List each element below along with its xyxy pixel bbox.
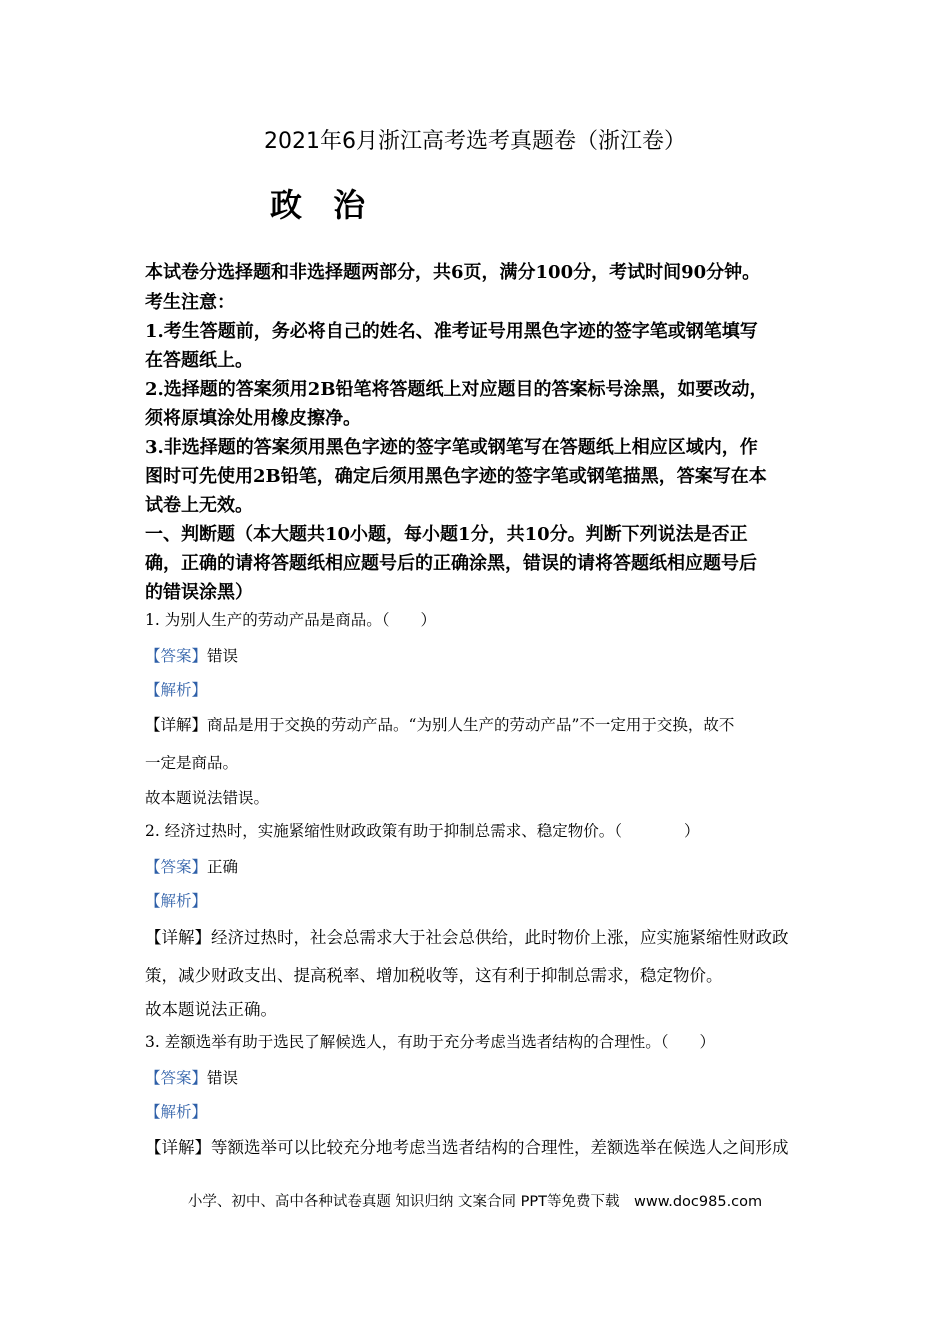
document-title: 2021年6月浙江高考选考真题卷（浙江卷） [264, 129, 686, 154]
question-1-detail-line-1 [145, 713, 734, 735]
question-1-answer [145, 644, 238, 666]
analysis-tag: 【解析】 [145, 892, 208, 910]
question-1-detail-line-2: 一定是商品。 [145, 754, 239, 772]
question-1-analysis [145, 678, 207, 700]
notice-heading: 考生注意： [145, 292, 235, 313]
answer-tag: 【答案】 [145, 858, 208, 876]
question-3-answer [145, 1066, 238, 1088]
question-1-conclusion: 故本题说法错误。 [145, 789, 270, 807]
notice-intro: 本试卷分选择题和非选择题两部分，共6页，满分100分，考试时间90分钟。 [145, 262, 761, 283]
notice-item-3-line-3: 试卷上无效。 [145, 495, 253, 516]
question-2-answer-value: 正确 [207, 858, 239, 876]
question-3-analysis [145, 1100, 207, 1122]
document-subject: 政 治 [270, 186, 376, 224]
question-2-conclusion: 故本题说法正确。 [145, 1000, 277, 1019]
notice-item-2-line-2: 须将原填涂处用橡皮擦净。 [145, 408, 361, 429]
section-heading-line-1: 一、判断题（本大题共10小题，每小题1分，共10分。判断下列说法是否正 [145, 524, 748, 545]
answer-tag: 【答案】 [145, 1069, 208, 1087]
question-2-detail-text: 经济过热时，社会总需求大于社会总供给，此时物价上涨，应实施紧缩性财政政 [211, 928, 789, 947]
notice-item-1-line-1: 1.考生答题前，务必将自己的姓名、准考证号用黑色字迹的签字笔或钢笔填写 [145, 321, 758, 342]
question-2-analysis [145, 889, 207, 911]
notice-item-1-line-2: 在答题纸上。 [145, 350, 253, 371]
page-footer: 小学、初中、高中各种试卷真题 知识归纳 文案合同 PPT等免费下载 www.doc985.com [187, 1194, 763, 1210]
question-3-answer-value: 错误 [207, 1069, 239, 1087]
question-3-detail-line-1 [145, 1134, 789, 1158]
detail-tag: 【详解】 [145, 1138, 211, 1157]
question-2-answer [145, 855, 238, 877]
detail-tag: 【详解】 [145, 928, 211, 947]
analysis-tag: 【解析】 [145, 1103, 208, 1121]
detail-tag: 【详解】 [145, 716, 208, 734]
question-2-text: 2. 经济过热时，实施紧缩性财政政策有助于抑制总需求、稳定物价。（ ） [145, 822, 700, 840]
question-1-detail-text: 商品是用于交换的劳动产品。“为别人生产的劳动产品”不一定用于交换，故不 [207, 716, 735, 734]
section-heading-line-2: 确，正确的请将答题纸相应题号后的正确涂黑，错误的请将答题纸相应题号后 [145, 553, 757, 574]
question-3-text: 3. 差额选举有助于选民了解候选人，有助于充分考虑当选者结构的合理性。（ ） [145, 1033, 715, 1051]
analysis-tag: 【解析】 [145, 681, 208, 699]
notice-item-3-line-1: 3.非选择题的答案须用黑色字迹的签字笔或钢笔写在答题纸上相应区域内，作 [145, 437, 758, 458]
question-2-detail-line-1 [145, 924, 789, 948]
notice-item-3-line-2: 图时可先使用2B铅笔，确定后须用黑色字迹的签字笔或钢笔描黑，答案写在本 [145, 466, 767, 487]
answer-tag: 【答案】 [145, 647, 208, 665]
question-1-answer-value: 错误 [207, 647, 239, 665]
question-3-detail-text: 等额选举可以比较充分地考虑当选者结构的合理性，差额选举在候选人之间形成 [211, 1138, 789, 1157]
notice-item-2-line-1: 2.选择题的答案须用2B铅笔将答题纸上对应题目的答案标号涂黑，如要改动， [145, 379, 768, 400]
question-1-text: 1. 为别人生产的劳动产品是商品。（ ） [145, 611, 436, 629]
section-heading-line-3: 的错误涂黑） [145, 582, 253, 603]
question-2-detail-line-2: 策，减少财政支出、提高税率、增加税收等，这有利于抑制总需求，稳定物价。 [145, 966, 723, 985]
